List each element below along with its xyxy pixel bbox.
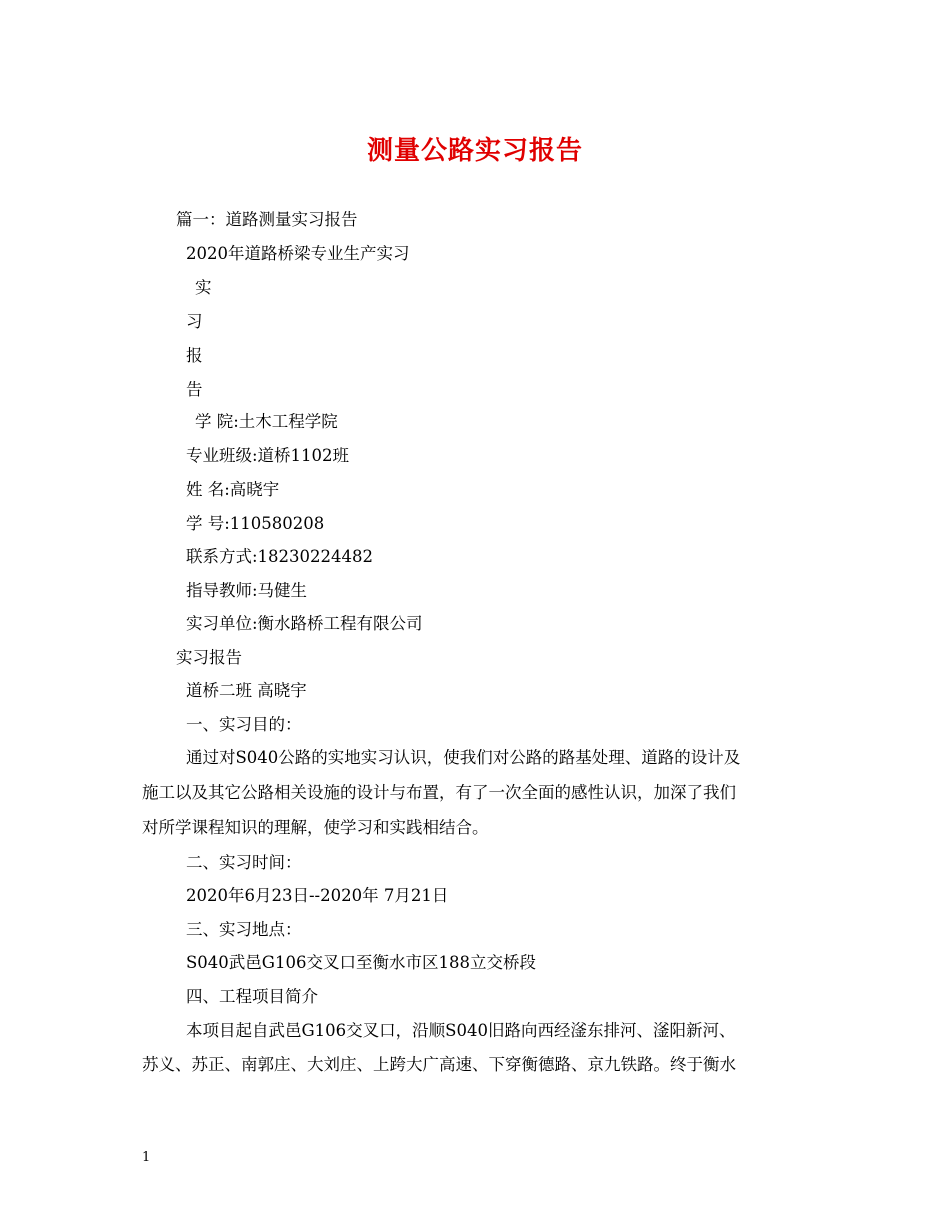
info-contact: 联系方式:18230224482 (186, 547, 374, 566)
report-subtitle: 2020年道路桥梁专业生产实习 (186, 244, 410, 263)
page-number: 1 (142, 1150, 151, 1165)
info-advisor: 指导教师:马健生 (186, 581, 308, 600)
info-student-id: 学 号:110580208 (186, 514, 325, 533)
paragraph-line: 对所学课程知识的理解，使学习和实践相结合。 (142, 818, 489, 837)
cover-char: 报 (186, 346, 203, 365)
section-heading: 篇一：道路测量实习报告 (176, 210, 358, 229)
paragraph-line: S040武邑G106交叉口至衡水市区188立交桥段 (186, 953, 536, 972)
section-heading: 三、实习地点： (186, 920, 302, 939)
info-name: 姓 名:高晓宇 (186, 480, 280, 499)
author-line: 道桥二班 高晓宇 (186, 681, 307, 700)
section-heading: 实习报告 (176, 648, 242, 667)
info-college: 学 院:土木工程学院 (195, 412, 338, 431)
section-heading: 四、工程项目简介 (186, 987, 318, 1006)
paragraph-line: 施工以及其它公路相关设施的设计与布置，有了一次全面的感性认识，加深了我们 (142, 783, 736, 802)
cover-char: 实 (195, 278, 212, 297)
cover-char: 告 (186, 380, 203, 399)
section-heading: 一、实习目的： (186, 715, 302, 734)
paragraph-line: 本项目起自武邑G106交叉口，沿顺S040旧路向西经滏东排河、滏阳新河、 (186, 1021, 736, 1040)
cover-char: 习 (186, 312, 203, 331)
paragraph-line: 苏义、苏正、南郭庄、大刘庄、上跨大广高速、下穿衡德路、京九铁路。终于衡水 (142, 1055, 736, 1074)
page-title: 测量公路实习报告 (366, 136, 583, 166)
info-class: 专业班级:道桥1102班 (186, 446, 350, 465)
paragraph-line: 通过对S040公路的实地实习认识，使我们对公路的路基处理、道路的设计及 (186, 748, 741, 767)
info-unit: 实习单位:衡水路桥工程有限公司 (186, 614, 423, 633)
section-heading: 二、实习时间： (186, 853, 302, 872)
paragraph-line: 2020年6月23日--2020年 7月21日 (186, 886, 449, 905)
